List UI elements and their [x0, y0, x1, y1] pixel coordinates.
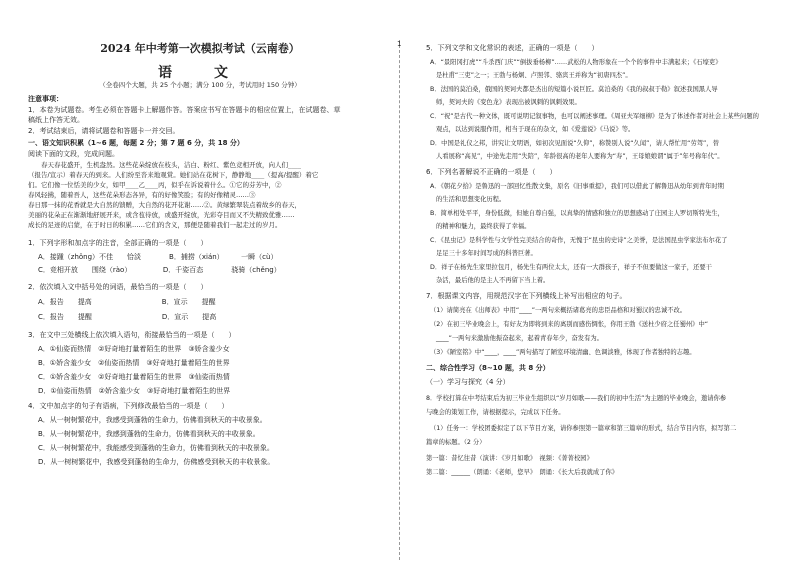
q5-option-line: 是杜甫“三吏”之一；王勃与杨炯、卢照邻、骆宾王并称为“初唐四杰”。	[436, 72, 632, 79]
question-1: 1．下列字形和加点字的注音，全部正确的一项是（ ）	[28, 239, 208, 247]
chapter-line: 第一篇：昔忆往昔（演讲：《岁月如歌》 视频：《菁菁校园》	[426, 455, 593, 462]
q5-option-line: C．“祝”是古代一种文体，既可说明记叙事物，也可以阐述事理。《周亚夫军细柳》是为了体述作者对社会上某些问题的	[430, 113, 759, 120]
question-8-line: 8．学校打算在中考结束后为初三毕业生组织以“岁月如歌——我们的初中生活”为主题的毕业晚会，邀请你参	[426, 395, 727, 402]
q2-option-row: A．报告 提高 B．宣示 提醒	[38, 298, 216, 306]
passage-line: 春日那一抹的花香就是大自然的馈赠，大自然的花开花谢……②。黄绿繁翠装点着故乡的春天，	[28, 201, 301, 209]
note-line: 1．本卷为试题卷。考生必须在答题卡上解题作答。答案应书写在答题卡的相应位置上，在试题卷、草	[28, 106, 341, 114]
question-7: 7．根据课文内容，用规范汉字在下列横线上补写出相应的句子。	[426, 292, 627, 300]
section-heading: 一、语文知识积累（1~6 题，每题 2 分；第 7 题 6 分，共 18 分）	[28, 139, 244, 147]
q3-option: A．①仙姿而热情 ②好奇地打量着陌生的世界 ③娇含羞少女	[38, 345, 230, 353]
passage-line: 们。它们像一位恬美的少女，如甲____乙____丙，似乎在诉说着什么。①它的芬芳中，②	[28, 181, 282, 189]
passage-line: 美丽的花朵正在渐渐地舒展开来，或含苞待放，或盛开绽放，光彩夺目而又不失精致优雅……	[28, 211, 295, 219]
q6-option-line: 的生活和思想变化历程。	[436, 196, 506, 203]
passage-line: 春风轻拂，随着吾人，这些花朵形态各异，有的好像笑脸；有的好像精灵……③	[28, 191, 256, 199]
q1-option-row: C．竞相开放 围绕（rào） D．千姿百态 骁骑（chěng）	[38, 266, 281, 274]
q3-option: B．①娇含羞少女 ②仙姿而热情 ③好奇地打量着陌生的世界	[38, 359, 230, 367]
q6-option-line: B．简单相处平平，身份低微，但她自尊自强，以真挚的情感和独立的思想感动了庄园主人罗切斯特先生，	[430, 210, 724, 217]
q5-option-line: A．“景阳冈打虎”“斗杀西门庆”“倒拔垂杨柳”……武松的人物形象在一个个的事件中丰满起来；《石壕吏》	[430, 59, 722, 66]
q5-option-line: 师，契诃夫的《变色龙》表现出被讽刺的讽刺效果。	[436, 99, 581, 106]
question-6: 6．下列名著解说不正确的一项是（ ）	[426, 168, 557, 176]
q7-item: ____”一两句来激励他振奋起来，起着青春年少，奋发有为。	[436, 335, 603, 342]
question-4: 4．文中加点字的句子有语病，下列修改最恰当的一项是（ ）	[28, 402, 229, 410]
passage-line: 成长的足迹的启蒙，在于时日的积累……它们的含义，那便是随着我们一起走过的岁月。	[28, 221, 282, 229]
note-line: 稿纸上作答无效。	[28, 116, 84, 124]
q7-item: （1）请简亮在《出师表》中用“____”一两句来概括诸葛亮的忠臣品格和对蜀汉的忠诚不改。	[430, 307, 687, 314]
exam-subject: 语 文	[158, 65, 242, 81]
q4-option: D．从一树树繁花中，我感受到蓬勃的生命力，仿佛感受到秋天的丰收景象。	[38, 458, 275, 466]
q7-item: （2）在初三毕业晚会上，有好友为即将到来的离别而感伤惆怅，你用王勃《送杜少府之任蜀州》中“	[430, 321, 709, 328]
q8-task-line: （1）任务一：学校团委拟定了以下节目方案，请你参照第一篇章和第三篇章的形式，结合节目内容，拟写第二	[430, 425, 737, 432]
question-2: 2．依次填入文中括号处的词语，最恰当的一项是（ ）	[28, 283, 208, 291]
q2-option-row: C．报告 提醒 D．宣示 提高	[38, 313, 217, 321]
q5-option-line: D．中国是礼仪之邦，讲究让文明语，如初次见面说“久仰”，称赞别人说“久闻”，请人帮忙用“劳驾”，替	[430, 140, 719, 147]
chapter-line: 第二篇：______（朗诵：《老师，您早》 朗诵：《长大后我就成了你》	[426, 469, 619, 476]
passage-line: （报告/宣示）着春天的到来。人们纷至沓来地观赏。她们站在花树下，静静地____（提高/提醒）着它	[28, 171, 319, 179]
passage-line: 春天春花盛开，生机盎然。这些花朵绽放在枝头，洁白、粉红、紫色竞相开放，向人们____	[28, 161, 301, 169]
q6-option-line: A．《朝花夕拾》是鲁迅的一部回忆性散文集，原名《旧事重提》，我们可以借此了解鲁迅从幼年到青年时期	[430, 183, 724, 190]
q6-option-line: 杂活，最后他的是主人不再留下当上着。	[436, 277, 550, 284]
q4-option: A．从一树树繁花中，我感受到蓬勃的生命力，仿佛看到秋天的丰收景象。	[38, 416, 267, 424]
question-3: 3．在文中三处横线上依次填入语句，衔接最恰当的一项是（ ）	[28, 331, 236, 339]
passage-intro: 阅读下面的文段，完成问题。	[28, 150, 119, 158]
q6-option-line: C．《昆虫记》是科学性与文学性完美结合的奇作，无愧于“昆虫的史诗”之美誉，是法国昆虫学家法布尔花了	[430, 237, 728, 244]
q6-option-line: D．祥子在杨先生家里拉包月，杨先生有两位太太，还有一大群孩子，祥子不但要做这一家子，还要干	[430, 264, 712, 271]
q6-option-line: 的精神和魅力，最终获得了幸福。	[436, 223, 531, 230]
right-column	[400, 0, 794, 562]
q1-option-row: A．接踵（zhǒng）不佳 恰淡 B．捕捞（xián） 一瞬（cù）	[38, 253, 278, 261]
q5-option-line: 观点，以达到说服作用，相当于现在的杂文，如《爱莲说》《马说》等。	[436, 126, 635, 133]
q3-option: C．①娇含羞少女 ②好奇地打量着陌生的世界 ③仙姿而热情	[38, 373, 230, 381]
notes-heading: 注意事项：	[28, 95, 63, 103]
q4-option: B．从一树树繁花中，我感到蓬勃的生命力，仿佛看到秋天的丰收景象。	[38, 430, 260, 438]
q5-option-line: B．法国的莫泊桑，俄国的契诃夫都是杰出的短篇小说巨匠。莫泊桑的《我的叔叔于勒》叙述我国黑人导	[430, 86, 718, 93]
exam-title: 2024 年中考第一次模拟考试（云南卷）	[100, 42, 300, 55]
question-5: 5．下列文学和文化常识的表述，正确的一项是（ ）	[426, 44, 599, 52]
section-heading: 二、综合性学习（8~10 题，共 8 分）	[426, 364, 550, 372]
q8-task-line: 篇章的标题。（2 分）	[426, 439, 486, 446]
q6-option-line: 足足三十多年时间写成的科普巨著。	[436, 250, 537, 257]
q4-option: C．从一树树繁花中，我能感受到蓬勃的生命力，仿佛看到秋天的丰收景象。	[38, 444, 274, 452]
note-line: 2．考试结束后，请将试题卷和答题卡一并交回。	[28, 127, 180, 135]
exam-info: （全卷四个大题，共 25 个小题；满分 100 分，考试用时 150 分钟）	[99, 81, 301, 89]
q7-item: （3）《陋室铭》中“____，____”两句描写了陋室环境清幽、色调淡雅，体现了作者独特的志趣。	[430, 349, 696, 356]
q5-option-line: 人看展称“高见”，中途先走用“失陪”，年龄很高的老年人要称为“寿”，王母娘娘谓“属于”年号称年代”。	[436, 153, 724, 160]
page-number: 1	[397, 40, 402, 48]
sub-heading: （一）学习与探究（4 分）	[426, 378, 510, 386]
question-8-line: 与晚会的策划工作，请根据提示，完成以下任务。	[426, 409, 565, 416]
q3-option: D．①仙姿而热情 ②娇含羞少女 ③好奇地打量着陌生的世界	[38, 387, 231, 395]
